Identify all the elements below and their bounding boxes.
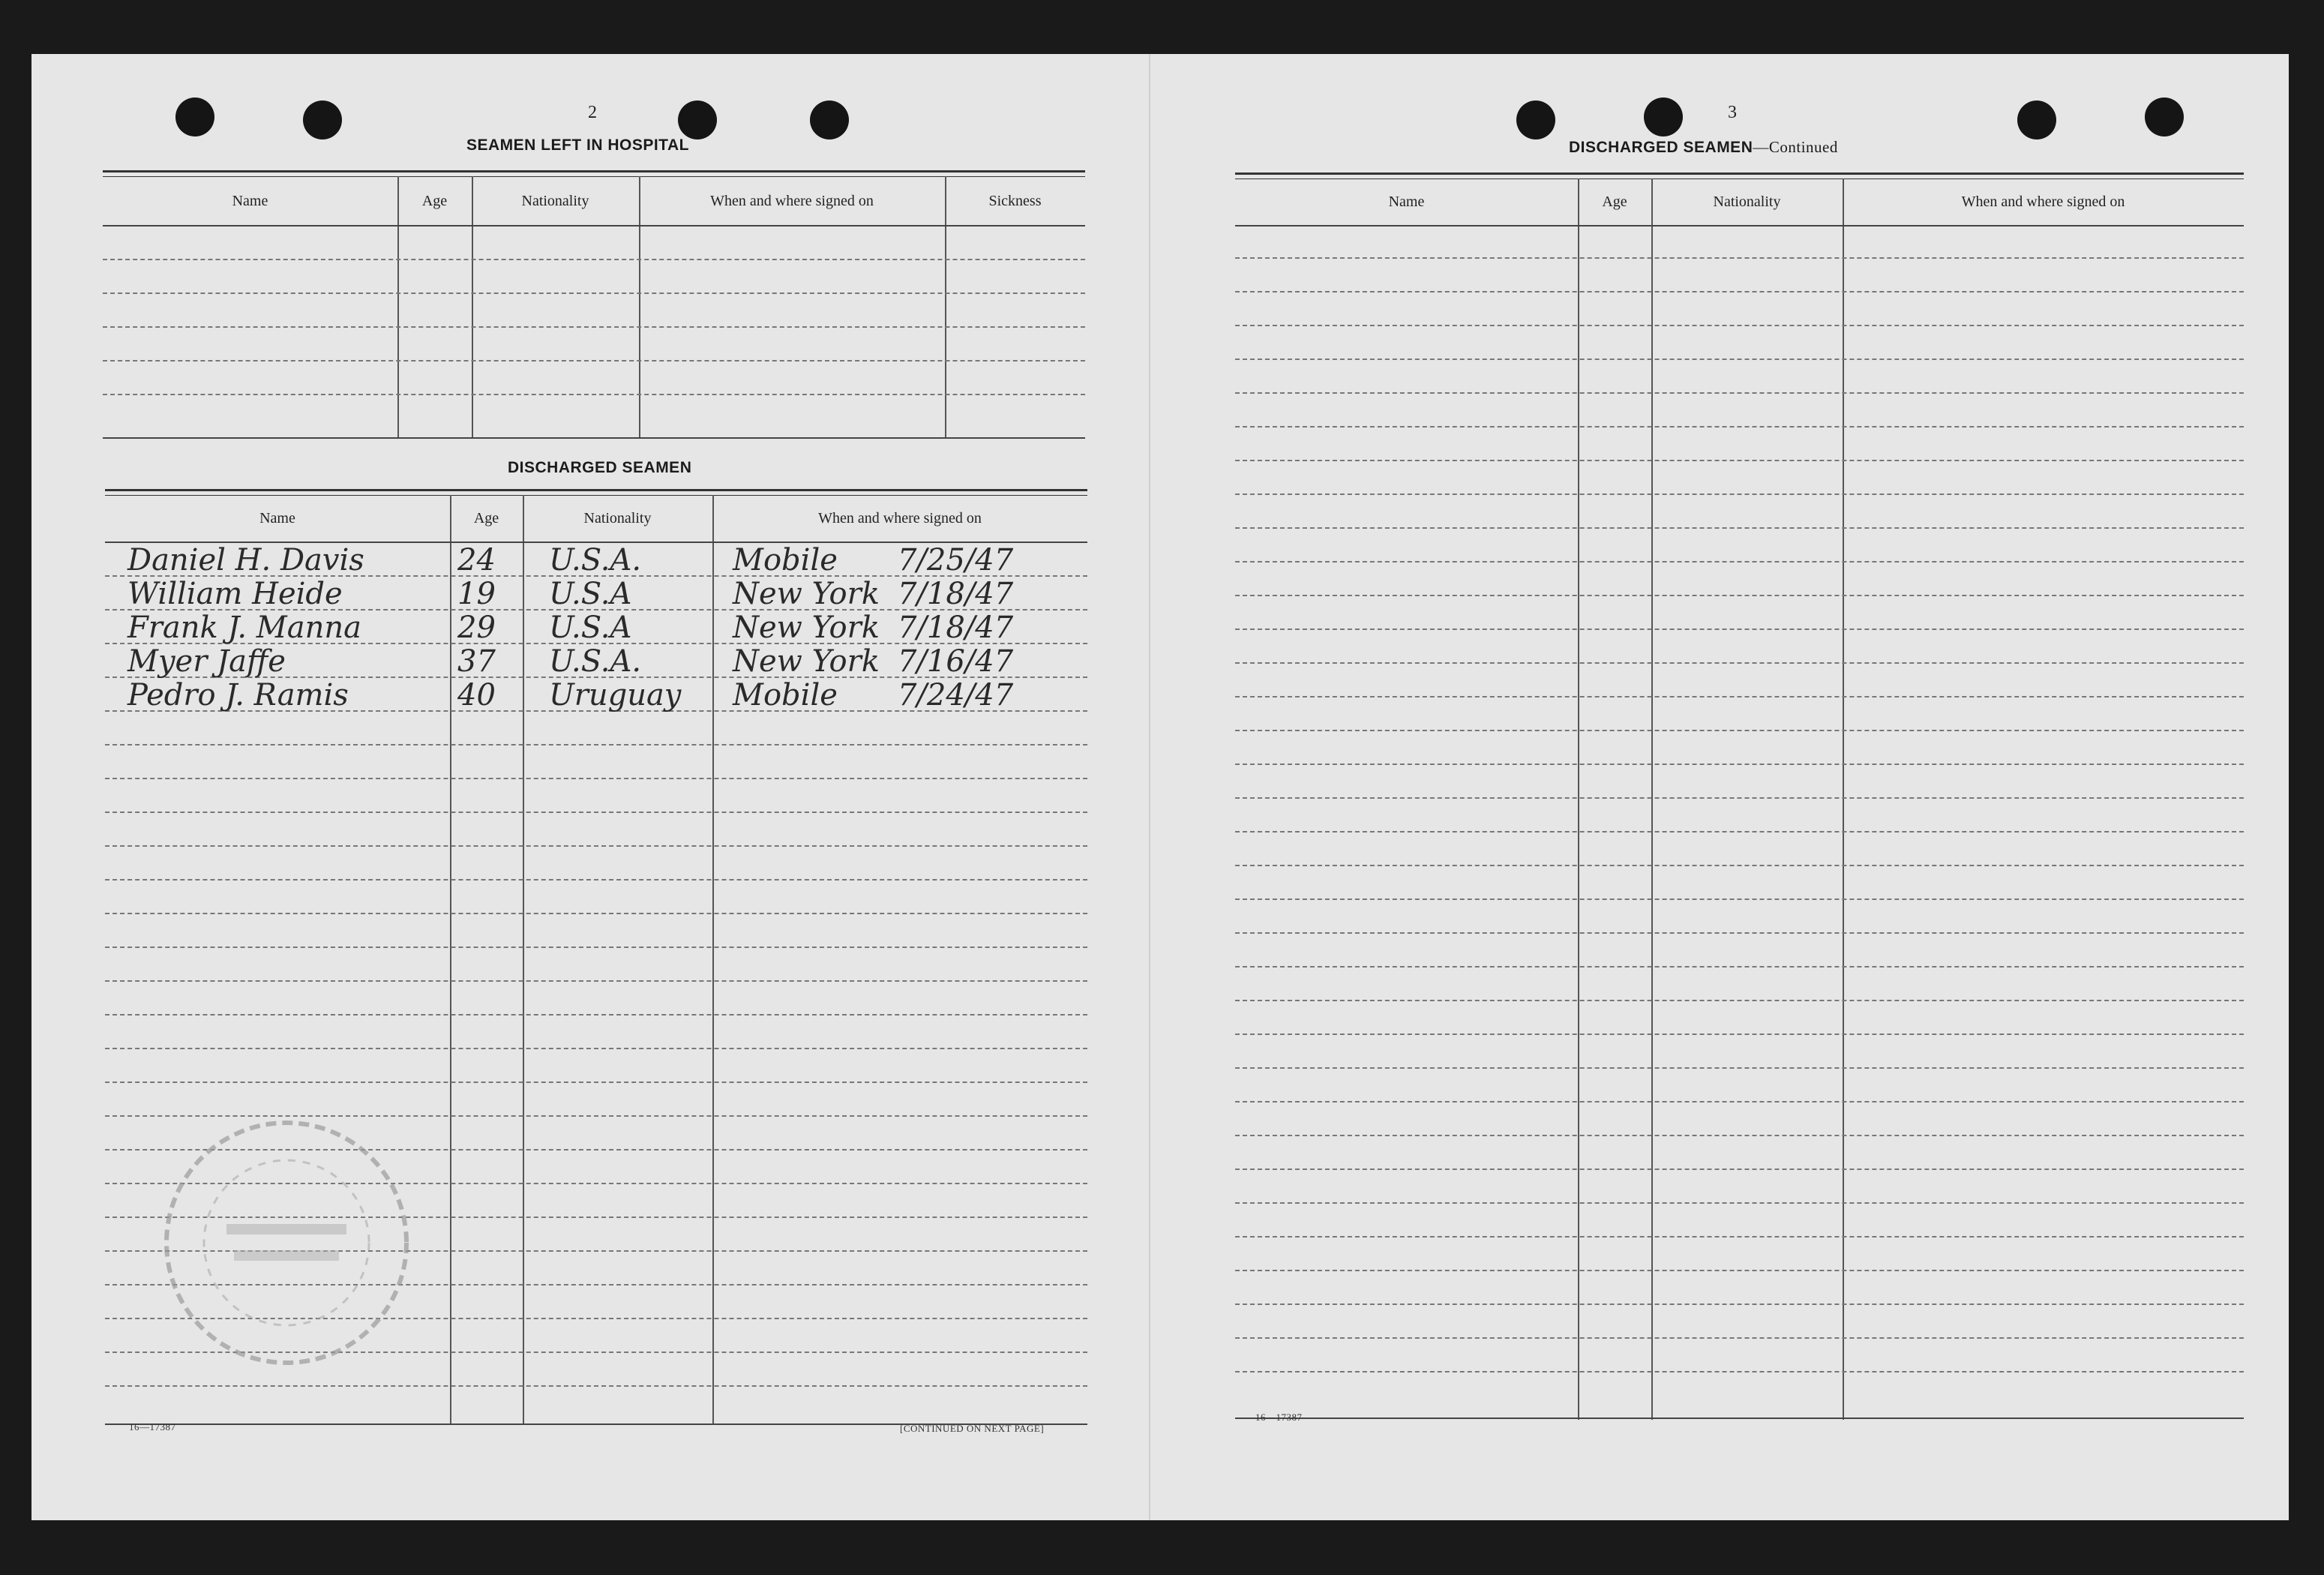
column-header-name: Name xyxy=(232,193,268,209)
document-sheet xyxy=(31,54,2289,1520)
section-title-suffix: —Continued xyxy=(1753,138,1838,156)
punch-hole xyxy=(678,100,717,140)
punch-hole xyxy=(2145,98,2184,136)
seaman-name: Pedro J. Ramis xyxy=(127,678,349,712)
hospital-section-title: SEAMEN LEFT IN HOSPITAL xyxy=(466,136,689,154)
seaman-nationality: U.S.A xyxy=(549,577,632,611)
seaman-name: Frank J. Manna xyxy=(127,610,361,645)
column-header-name: Name xyxy=(1388,194,1425,210)
seaman-nationality: U.S.A xyxy=(549,610,632,645)
seaman-age: 37 xyxy=(457,644,496,679)
column-header-age: Age xyxy=(1602,194,1627,210)
signed-on-place: Mobile xyxy=(733,543,838,578)
seaman-name: Daniel H. Davis xyxy=(127,543,364,578)
form-code-right: 16—17387 xyxy=(1255,1412,1303,1423)
signed-on-place: New York xyxy=(733,610,880,645)
column-header-signed-on: When and where signed on xyxy=(818,510,982,526)
seaman-age: 19 xyxy=(457,577,496,611)
seaman-nationality: Uruguay xyxy=(549,678,682,712)
punch-hole xyxy=(303,100,342,140)
signed-on-place: Mobile xyxy=(733,678,838,712)
column-header-signed-on: When and where signed on xyxy=(1961,194,2125,210)
signed-on-date: 7/24/47 xyxy=(898,678,1014,712)
punch-hole xyxy=(1516,100,1555,140)
column-header-nationality: Nationality xyxy=(1713,194,1781,210)
page-fold xyxy=(1149,54,1150,1520)
column-header-nationality: Nationality xyxy=(583,510,652,526)
punch-hole xyxy=(2017,100,2056,140)
punch-hole xyxy=(810,100,849,140)
page-number-right: 3 xyxy=(1728,103,1737,122)
column-header-age: Age xyxy=(473,510,499,526)
column-header-name: Name xyxy=(259,510,295,526)
seaman-age: 24 xyxy=(457,543,496,578)
form-code-left: 16—17387 xyxy=(129,1421,176,1432)
punch-hole xyxy=(175,98,214,136)
signed-on-date: 7/18/47 xyxy=(898,610,1014,645)
column-header-signed-on: When and where signed on xyxy=(710,193,874,209)
seaman-age: 40 xyxy=(457,678,496,712)
signed-on-date: 7/16/47 xyxy=(898,644,1014,679)
discharged-section-title: DISCHARGED SEAMEN xyxy=(508,459,692,476)
section-title-main: DISCHARGED SEAMEN xyxy=(1569,139,1753,156)
continued-note: [CONTINUED ON NEXT PAGE] xyxy=(900,1423,1045,1434)
signed-on-date: 7/18/47 xyxy=(898,577,1014,611)
circular-stamp xyxy=(144,1100,429,1385)
seaman-nationality: U.S.A. xyxy=(549,543,642,578)
seaman-name: Myer Jaffe xyxy=(127,644,286,679)
signed-on-date: 7/25/47 xyxy=(898,543,1014,578)
column-header-sickness: Sickness xyxy=(988,193,1042,209)
continued-section-title xyxy=(1569,138,1838,157)
signed-on-place: New York xyxy=(733,577,880,611)
seaman-age: 29 xyxy=(457,610,496,645)
column-header-nationality: Nationality xyxy=(521,193,589,209)
punch-hole xyxy=(1644,98,1683,136)
column-header-age: Age xyxy=(421,193,448,209)
hospital-table xyxy=(103,170,1085,493)
discharged-continued-table xyxy=(1235,172,2244,1478)
seaman-nationality: U.S.A. xyxy=(549,644,642,679)
page-number-left: 2 xyxy=(588,103,597,122)
signed-on-place: New York xyxy=(733,644,880,679)
seaman-name: William Heide xyxy=(127,577,343,611)
